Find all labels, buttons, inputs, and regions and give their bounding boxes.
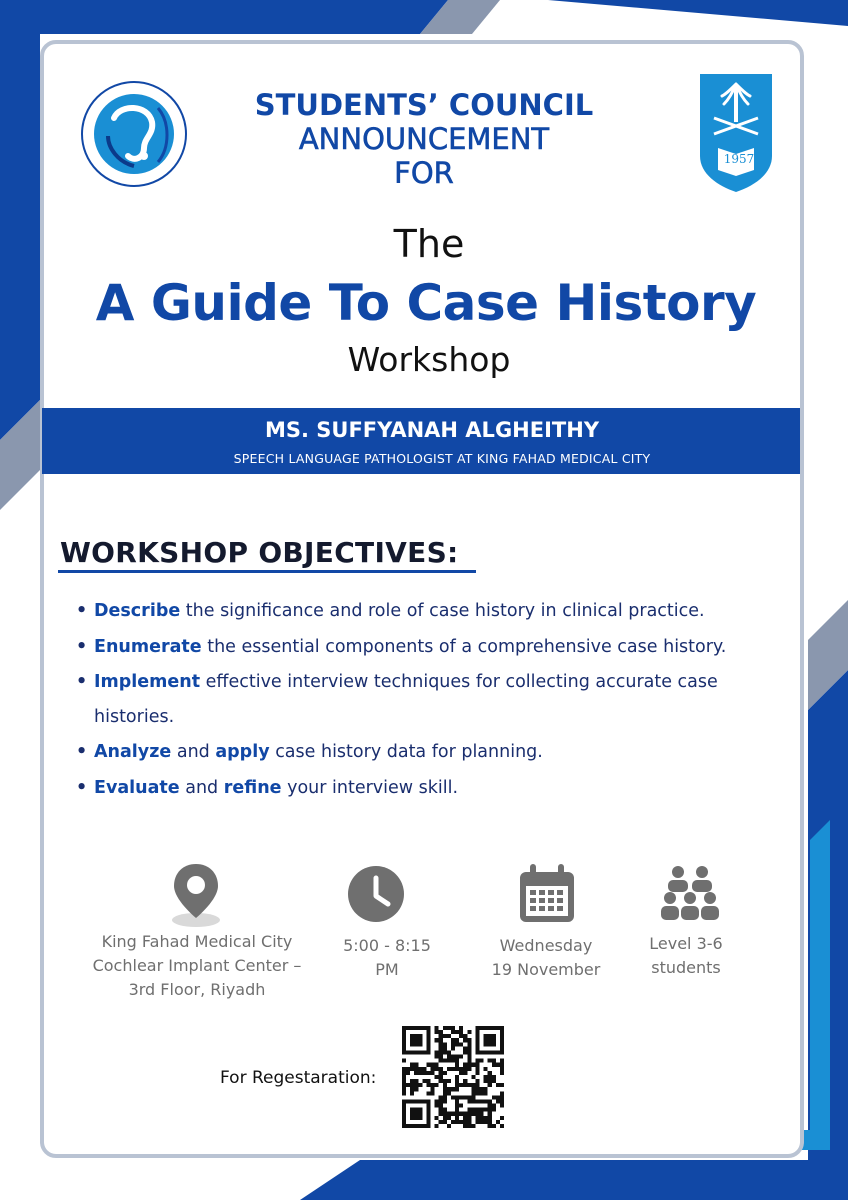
objective-text: the significance and role of case history in clinical practice. xyxy=(180,601,705,621)
objective-text: effective interview techniques for collecting accurate case histories. xyxy=(94,672,718,727)
clock-icon xyxy=(346,864,406,924)
date-info xyxy=(470,934,622,982)
location-line-2: Cochlear Implant Center – xyxy=(92,956,302,975)
time-info xyxy=(320,934,454,982)
logo-year: 1957 xyxy=(723,152,755,166)
objectives-heading: WORKSHOP OBJECTIVES: xyxy=(60,536,459,569)
location-info xyxy=(82,930,312,1002)
calendar-icon xyxy=(516,862,578,926)
objective-keyword: refine xyxy=(223,777,282,798)
audience-line-1: Level 3-6 xyxy=(649,934,723,953)
objectives-underline xyxy=(58,570,476,573)
objectives-list xyxy=(76,594,796,806)
registration-label: For Regestaration: xyxy=(220,1068,377,1088)
header-line-2: ANNOUNCEMENT xyxy=(298,122,550,156)
audience-line-2: students xyxy=(651,958,721,977)
objective-text: case history data for planning. xyxy=(269,742,543,762)
objective-keyword: Describe xyxy=(94,601,181,621)
workshop-title: A Guide To Case History xyxy=(95,274,757,332)
objective-keyword: Enumerate xyxy=(94,636,202,657)
objective-item xyxy=(76,594,796,629)
title-post: Workshop xyxy=(347,340,511,379)
speaker-role: SPEECH LANGUAGE PATHOLOGIST AT KING FAHAD MEDICAL CITY xyxy=(233,451,651,466)
objective-keyword: Evaluate xyxy=(94,777,180,798)
time-line-2: PM xyxy=(375,960,399,979)
audience-info xyxy=(630,932,742,980)
location-line-1: King Fahad Medical City xyxy=(101,932,293,951)
speaker-name: MS. SUFFYANAH ALGHEITHY xyxy=(264,418,600,442)
objective-keyword: apply xyxy=(215,742,270,762)
objective-item xyxy=(76,630,796,665)
objective-item xyxy=(76,665,796,734)
objective-text: the essential components of a comprehensive case history. xyxy=(201,636,727,657)
objective-keyword: Implement xyxy=(94,672,201,692)
objective-text: your interview skill. xyxy=(281,777,459,798)
objective-item xyxy=(76,771,796,806)
objective-keyword: Analyze xyxy=(94,742,172,762)
header-line-3: FOR xyxy=(394,156,454,190)
header-line-1: STUDENTS’ COUNCIL xyxy=(254,88,594,122)
objective-text: and xyxy=(171,742,216,762)
objective-text: and xyxy=(179,777,224,798)
title-pre: The xyxy=(393,222,465,266)
objective-item xyxy=(76,735,796,770)
location-pin-icon xyxy=(168,860,224,928)
qr-code-icon[interactable] xyxy=(402,1026,504,1128)
date-line-2: 19 November xyxy=(491,960,601,979)
people-group-icon xyxy=(660,864,720,922)
time-line-1: 5:00 - 8:15 xyxy=(343,936,431,955)
date-line-1: Wednesday xyxy=(499,936,593,955)
location-line-3: 3rd Floor, Riyadh xyxy=(128,980,266,999)
